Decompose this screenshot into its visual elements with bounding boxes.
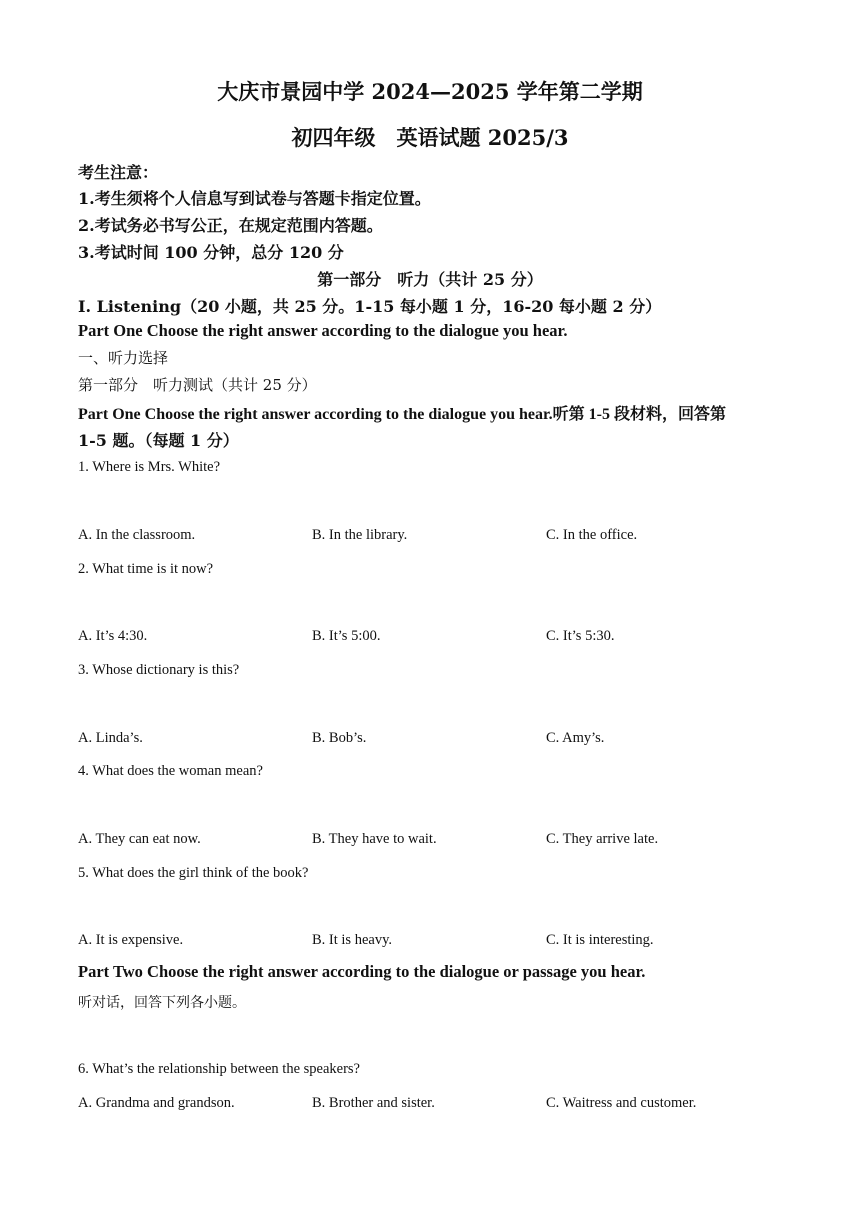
- part-one-instruction-cont: 1-5 题。（每题 1 分）: [78, 431, 239, 450]
- q1-option-c: C. In the office.: [546, 527, 638, 543]
- subheading-listening-test: 第一部分 听力测试（共计 25 分）: [78, 376, 317, 394]
- q1-option-a: A. In the classroom.: [78, 527, 196, 543]
- question-1: 1. Where is Mrs. White?: [78, 459, 221, 475]
- q6-option-b: B. Brother and sister.: [312, 1095, 435, 1111]
- q2-option-c: C. It’s 5:30.: [546, 628, 615, 644]
- exam-title: 大庆市景园中学 2024—2025 学年第二学期: [217, 79, 643, 104]
- notice-item-2: 2.考试务必书写公正，在规定范围内答题。: [78, 216, 383, 235]
- q2-option-a: A. It’s 4:30.: [78, 628, 148, 644]
- section-title: 第一部分 听力（共计 25 分）: [317, 270, 543, 289]
- q4-option-a: A. They can eat now.: [78, 831, 201, 847]
- q4-option-c: C. They arrive late.: [546, 831, 659, 847]
- part-two-instruction: 听对话，回答下列各小题。: [78, 995, 246, 1011]
- question-5: 5. What does the girl think of the book?: [78, 865, 309, 881]
- q5-option-b: B. It is heavy.: [312, 932, 393, 948]
- notice-item-3: 3.考试时间 100 分钟，总分 120 分: [78, 243, 344, 262]
- q5-option-a: A. It is expensive.: [78, 932, 184, 948]
- question-4: 4. What does the woman mean?: [78, 763, 263, 779]
- q3-option-c: C. Amy’s.: [546, 730, 605, 746]
- notice-heading: 考生注意：: [78, 163, 159, 182]
- exam-subtitle: 初四年级 英语试题 2025/3: [291, 125, 569, 150]
- listening-heading: I. Listening（20 小题，共 25 分。1-15 每小题 1 分，16-20 每小题 2 分）: [78, 297, 662, 316]
- question-3: 3. Whose dictionary is this?: [78, 662, 240, 678]
- question-2: 2. What time is it now?: [78, 561, 214, 577]
- part-two-heading: Part Two Choose the right answer according to the dialogue or passage you hear.: [78, 962, 646, 981]
- q3-option-b: B. Bob’s.: [312, 730, 367, 746]
- q3-option-a: A. Linda’s.: [78, 730, 143, 746]
- q6-option-c: C. Waitress and customer.: [546, 1095, 697, 1111]
- part-one-line: Part One Choose the right answer according to the dialogue you hear.: [78, 321, 568, 340]
- part-one-instruction: Part One Choose the right answer according to the dialogue you hear.听第 1-5 段材料，回答第: [78, 406, 726, 423]
- q1-option-b: B. In the library.: [312, 527, 408, 543]
- q2-option-b: B. It’s 5:00.: [312, 628, 381, 644]
- notice-item-1: 1.考生须将个人信息写到试卷与答题卡指定位置。: [78, 189, 431, 208]
- subheading-listening-choice: 一、听力选择: [78, 349, 169, 367]
- q4-option-b: B. They have to wait.: [312, 831, 437, 847]
- q6-option-a: A. Grandma and grandson.: [78, 1095, 235, 1111]
- q5-option-c: C. It is interesting.: [546, 932, 654, 948]
- question-6: 6. What’s the relationship between the speakers?: [78, 1061, 360, 1077]
